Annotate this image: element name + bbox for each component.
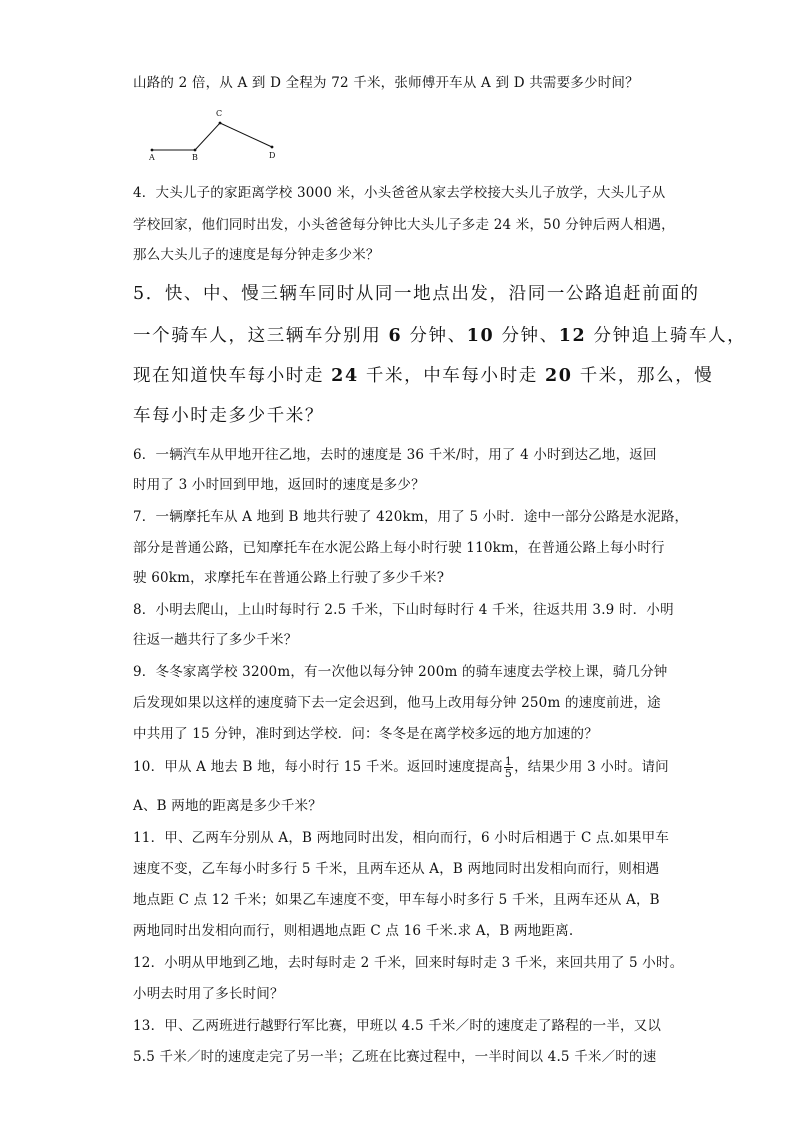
q7-line-3: 驶 60km，求摩托车在普通公路上行驶了多少千米? — [133, 570, 445, 586]
route-lines — [152, 123, 272, 150]
q9-line-3: 中共用了 15 分钟，准时到达学校．问：冬冬是在离学校多远的地方加速的？ — [133, 726, 598, 742]
q12-line-1: 12．小明从甲地到乙地，去时每时走 2 千米，回来时每时走 3 千米，来回共用了 5 小时。 — [133, 955, 684, 971]
point-a — [151, 149, 154, 152]
q4-line-3: 那么大头儿子的速度是每分钟走多少米？ — [133, 247, 380, 263]
q7-line-2: 部分是普通公路，已知摩托车在水泥公路上每小时行驶 110km，在普通公路上每小时行 — [133, 540, 665, 556]
point-d — [271, 146, 274, 149]
q12-line-2: 小明去时用了多长时间？ — [133, 986, 284, 1002]
q6-line-1: 6．一辆汽车从甲地开往乙地，去时的速度是 36 千米/时，用了 4 小时到达乙地，返回 — [133, 447, 657, 463]
q10-line-2: A、B 两地的距离是多少千米？ — [133, 798, 322, 814]
q9-line-1: 9．冬冬家离学校 3200m，有一次他以每分钟 200m 的骑车速度去学校上课，骑几分钟 — [133, 664, 668, 680]
q11-line-1: 11．甲、乙两车分别从 A，B 两地同时出发，相向而行，6 小时后相遇于 C 点.如果甲车 — [133, 830, 670, 846]
label-a: A — [149, 153, 155, 162]
q11-line-3: 地点距 C 点 12 千米；如果乙车速度不变，甲车每小时多行 5 千米，且两车还从 A，B — [133, 892, 660, 908]
label-c: C — [216, 109, 223, 118]
q3-line-1: 山路的 2 倍，从 A 到 D 全程为 72 千米，张师傅开车从 A 到 D 共需要多少时间？ — [133, 75, 639, 91]
q13-line-2: 5.5 千米／时的速度走完了另一半；乙班在比赛过程中，一半时间以 4.5 千米／时的速 — [133, 1049, 657, 1065]
q11-line-2: 速度不变，乙车每小时多行 5 千米，且两车还从 A，B 两地同时出发相向而行，则相遇 — [133, 861, 660, 877]
point-b — [194, 149, 197, 152]
q10-line-1: 10．甲从 A 地去 B 地，每小时行 15 千米。返回时速度提高 $\frac{1}{5}$ ，结果少用 3 小时。请问 — [133, 755, 669, 780]
q5-line-2: 一个骑车人，这三辆车分别用 6 分钟、10 分钟、12 分钟追上骑车人， — [133, 326, 747, 346]
label-d: D — [269, 151, 276, 160]
q5-line-1: 5．快、中、慢三辆车同时从同一地点出发，沿同一公路追赶前面的 — [133, 284, 700, 304]
q8-line-2: 往返一趟共行了多少千米？ — [133, 632, 298, 648]
q11-line-4: 两地同时出发相向而行，则相遇地点距 C 点 16 千米.求 A，B 两地距离. — [133, 923, 574, 939]
label-b: B — [192, 153, 198, 162]
q7-line-1: 7．一辆摩托车从 A 地到 B 地共行驶了 420km，用了 5 小时．途中一部分公路是水泥路， — [133, 509, 689, 525]
q9-line-2: 后发现如果以这样的速度骑下去一定会迟到，他马上改用每分钟 250m 的速度前进，途 — [133, 695, 661, 711]
q13-line-1: 13．甲、乙两班进行越野行军比赛，甲班以 4.5 千米／时的速度走了路程的一半，又以 — [133, 1018, 662, 1034]
q5-line-3: 现在知道快车每小时走 24 千米，中车每小时走 20 千米，那么，慢 — [133, 366, 714, 386]
q4-line-2: 学校回家，他们同时出发，小头爸爸每分钟比大头儿子多走 24 米，50 分钟后两人相遇， — [133, 217, 675, 233]
q4-line-1: 4．大头儿子的家距离学校 3000 米，小头爸爸从家去学校接大头儿子放学，大头儿子从 — [133, 185, 666, 201]
fraction-one-fifth: $\frac{1}{5}$ — [504, 755, 513, 780]
q5-line-4: 车每小时走多少千米？ — [133, 406, 324, 426]
q8-line-1: 8．小明去爬山，上山时每时行 2.5 千米，下山时每时行 4 千米，往返共用 3.9 时．小明 — [133, 602, 674, 618]
route-diagram — [140, 106, 300, 166]
point-c — [219, 122, 222, 125]
q6-line-2: 时用了 3 小时回到甲地，返回时的速度是多少？ — [133, 477, 425, 493]
